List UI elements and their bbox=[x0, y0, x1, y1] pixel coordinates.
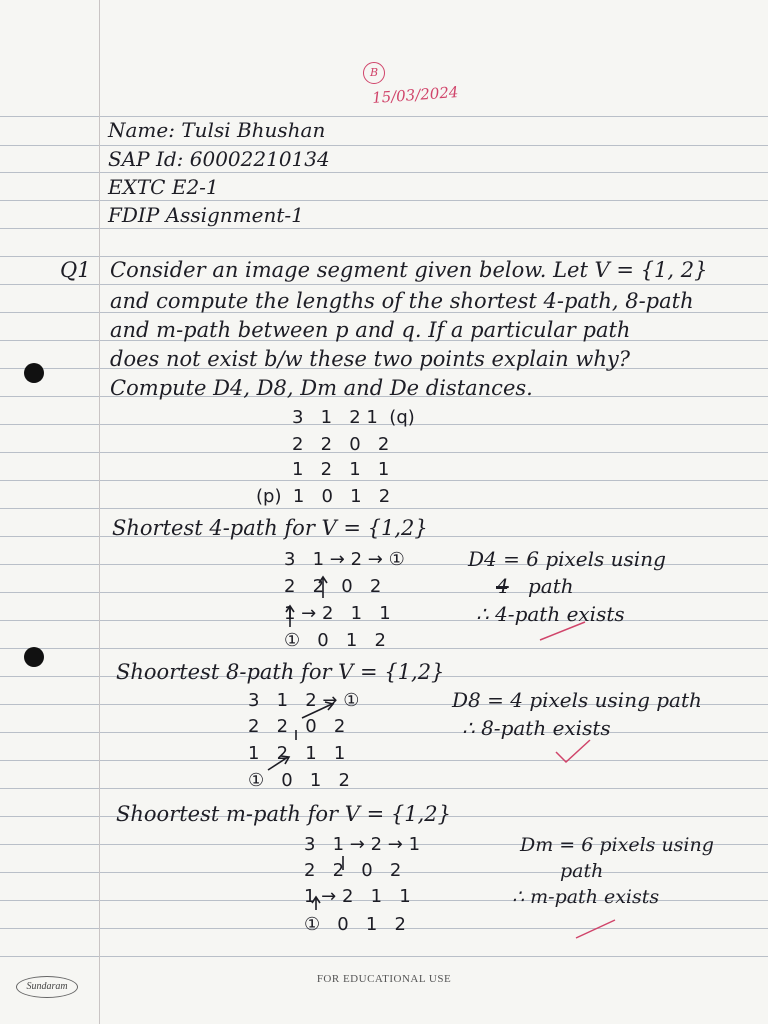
grade-date: 15/03/2024 bbox=[371, 83, 459, 107]
path-row: 3 1 → 2 → 1 bbox=[304, 834, 421, 855]
conclusion-text: ∴ 4-path exists bbox=[476, 602, 625, 626]
assignment-title: FDIP Assignment-1 bbox=[108, 203, 304, 227]
result-text: Dm = 6 pixels using bbox=[520, 834, 714, 856]
path-row: 2 2 0 2 bbox=[248, 716, 346, 737]
question-line: does not exist b/w these two points explain why? bbox=[110, 347, 631, 371]
struck-text: 4 bbox=[496, 574, 509, 598]
path-row: 1 → 2 1 1 bbox=[284, 603, 391, 624]
section-heading: Shortest 4-path for V = {1,2} bbox=[112, 516, 428, 540]
result-text: D4 = 6 pixels using bbox=[468, 547, 666, 571]
diagonal-arrow-icon bbox=[302, 704, 332, 718]
matrix-row: 3 1 2 1 (q) bbox=[292, 407, 415, 428]
notebook-brand-logo: Sundaram bbox=[16, 976, 78, 998]
question-line: Consider an image segment given below. Let V = {1, 2} bbox=[110, 258, 708, 282]
grader-tick-icon bbox=[556, 740, 590, 762]
footer-text: FOR EDUCATIONAL USE bbox=[316, 973, 452, 985]
section-heading: Shoortest 8-path for V = {1,2} bbox=[116, 660, 445, 684]
matrix-row: 1 2 1 1 bbox=[292, 459, 390, 480]
grader-tick-icon bbox=[576, 920, 615, 938]
path-row: 2 2 0 2 bbox=[284, 576, 382, 597]
path-row: 2 2 0 2 bbox=[304, 860, 402, 881]
question-number: Q1 bbox=[60, 258, 91, 282]
path-row: ① 0 1 2 bbox=[248, 770, 350, 791]
path-row: ① 0 1 2 bbox=[304, 914, 406, 935]
section-heading: Shoortest m-path for V = {1,2} bbox=[116, 802, 451, 826]
path-row: ① 0 1 2 bbox=[284, 630, 386, 651]
question-line: and m-path between p and q. If a particular path bbox=[110, 318, 631, 342]
conclusion-text: ∴ 8-path exists bbox=[462, 716, 611, 740]
matrix-row: 2 2 0 2 bbox=[292, 434, 390, 455]
sap-id: SAP Id: 60002210134 bbox=[108, 147, 330, 171]
path-row: 1 → 2 1 1 bbox=[304, 886, 411, 907]
grader-tick-icon bbox=[540, 622, 585, 640]
matrix-row: (p) 1 0 1 2 bbox=[256, 486, 391, 507]
student-name: Name: Tulsi Bhushan bbox=[108, 118, 326, 142]
result-text: D8 = 4 pixels using path bbox=[452, 688, 702, 712]
question-line: and compute the lengths of the shortest 4-path, 8-path bbox=[110, 289, 694, 313]
grade-circle: B bbox=[363, 62, 385, 84]
result-text: path bbox=[528, 574, 574, 598]
class-division: EXTC E2-1 bbox=[108, 175, 219, 199]
path-row: 3 1 2 → ① bbox=[248, 690, 360, 711]
question-line: Compute D4, D8, Dm and De distances. bbox=[110, 376, 533, 400]
result-text: path bbox=[560, 860, 604, 882]
path-row: 1 2 1 1 bbox=[248, 743, 346, 764]
path-row: 3 1 → 2 → ① bbox=[284, 549, 405, 570]
conclusion-text: ∴ m-path exists bbox=[512, 886, 660, 908]
